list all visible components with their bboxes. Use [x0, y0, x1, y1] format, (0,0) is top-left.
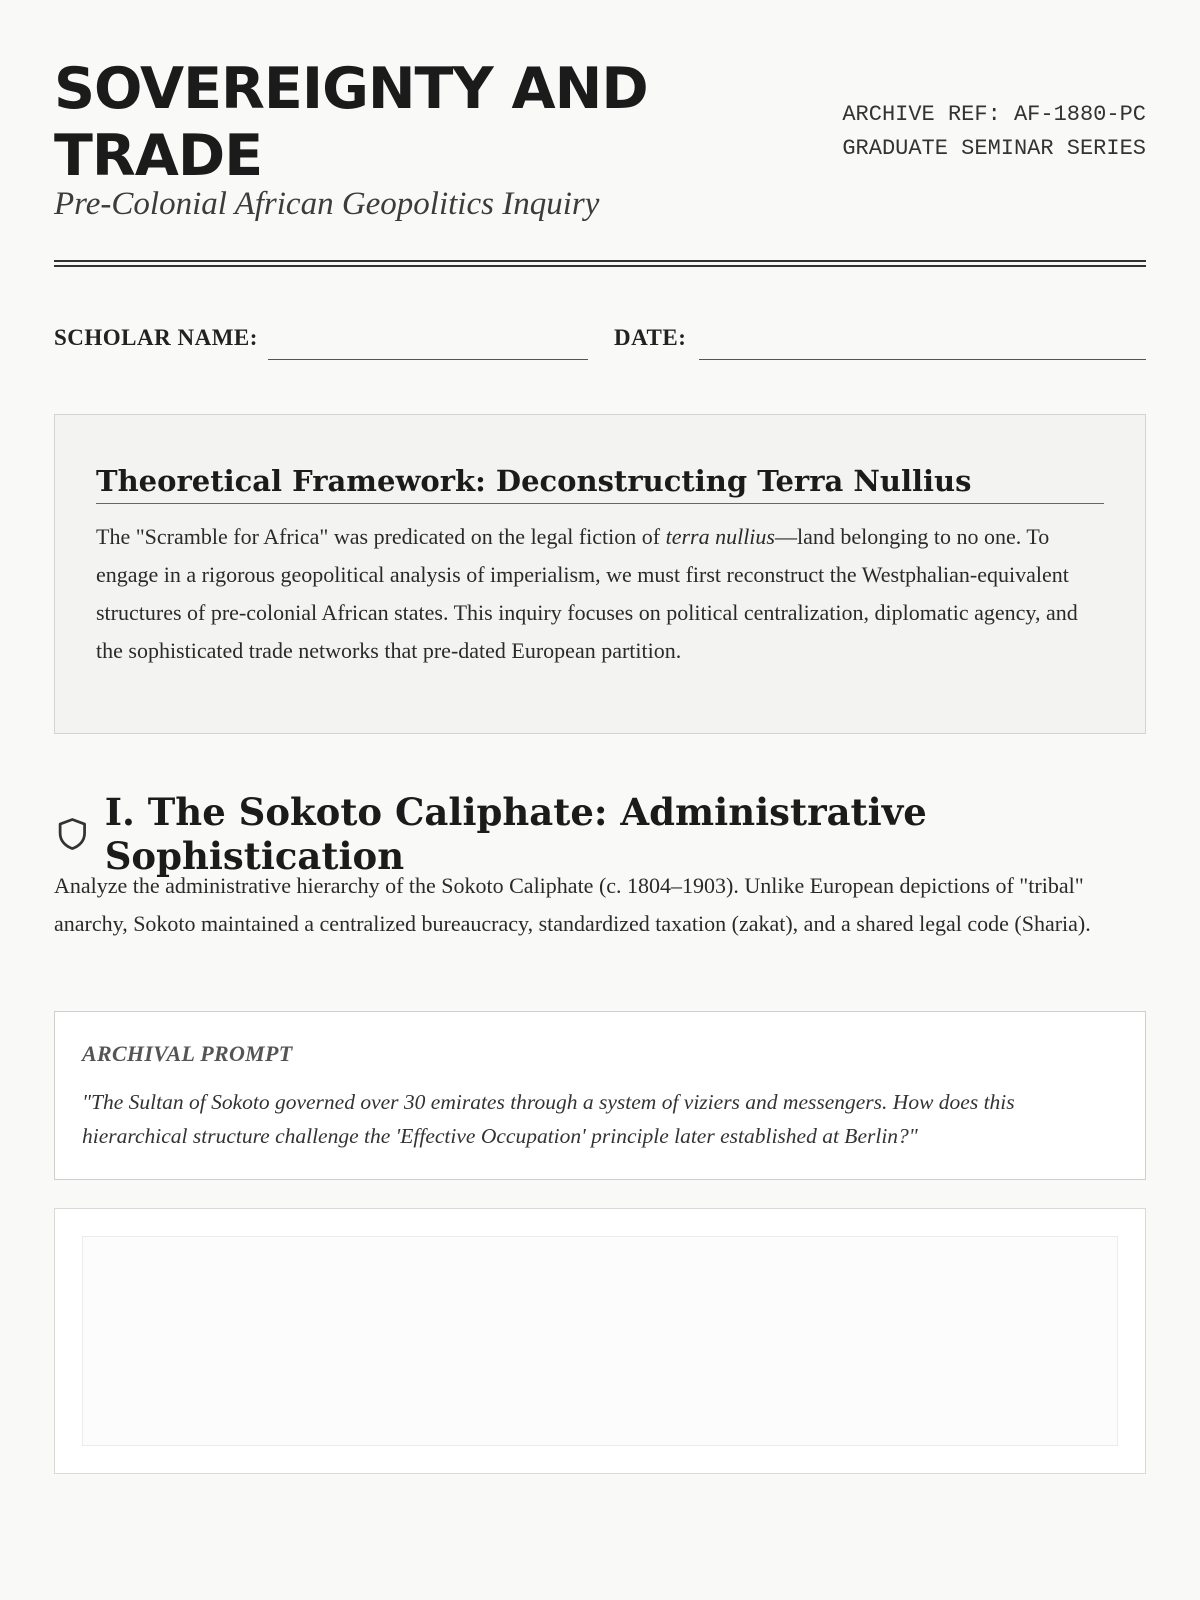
scholar-fields [54, 322, 1146, 362]
framework-heading: Theoretical Framework: Deconstructing Terra Nullius [96, 463, 1104, 504]
framework-text-end: —land belonging to no one. To engage in a rigorous geopolitical analysis of imperialism, we must first reconstruct the Westphalian-equivalent structures of pre-colonial African states. This inquiry focuses on political centralization, diplomatic agency, and the sophisticated trade networks that pre-dated European partition. [96, 524, 1078, 663]
page-header [54, 0, 1146, 268]
archive-meta [836, 98, 1146, 166]
scholar-name-field[interactable] [268, 359, 588, 360]
framework-text-start: The "Scramble for Africa" was predicated on the legal fiction of [96, 524, 666, 549]
framework-text-term: terra nullius [665, 524, 775, 549]
shield-icon [54, 814, 91, 854]
section-heading [54, 790, 1200, 878]
header-divider [54, 260, 1146, 267]
answer-input[interactable] [82, 1236, 1118, 1446]
archive-ref: ARCHIVE REF: AF-1880-PC [842, 102, 1146, 127]
scholar-name-label: SCHOLAR NAME: [54, 325, 258, 350]
section-title: I. The Sokoto Caliphate: Administrative Sophistication [104, 790, 927, 878]
page-subtitle: Pre-Colonial African Geopolitics Inquiry [54, 186, 600, 222]
date-label: DATE: [614, 325, 687, 350]
archival-prompt-box [54, 1011, 1146, 1180]
framework-text [96, 518, 1104, 670]
seminar-series: GRADUATE SEMINAR SERIES [842, 136, 1146, 161]
date-field[interactable] [699, 359, 1146, 360]
answer-box [54, 1208, 1146, 1474]
page-title: SOVEREIGNTY AND TRADE [54, 56, 648, 189]
prompt-label: ARCHIVAL PROMPT [82, 1041, 293, 1066]
framework-box [54, 414, 1146, 734]
prompt-text: "The Sultan of Sokoto governed over 30 emirates through a system of viziers and messengers. How does this hierarchical structure challenge the 'Effective Occupation' principle later established at Berlin?" [82, 1090, 1015, 1148]
section-body: Analyze the administrative hierarchy of the Sokoto Caliphate (c. 1804–1903). Unlike European depictions of "tribal" anarchy, Sokoto maintained a centralized bureaucracy, standardized taxation (zakat), and a shared legal code (Sharia). [54, 873, 1091, 936]
